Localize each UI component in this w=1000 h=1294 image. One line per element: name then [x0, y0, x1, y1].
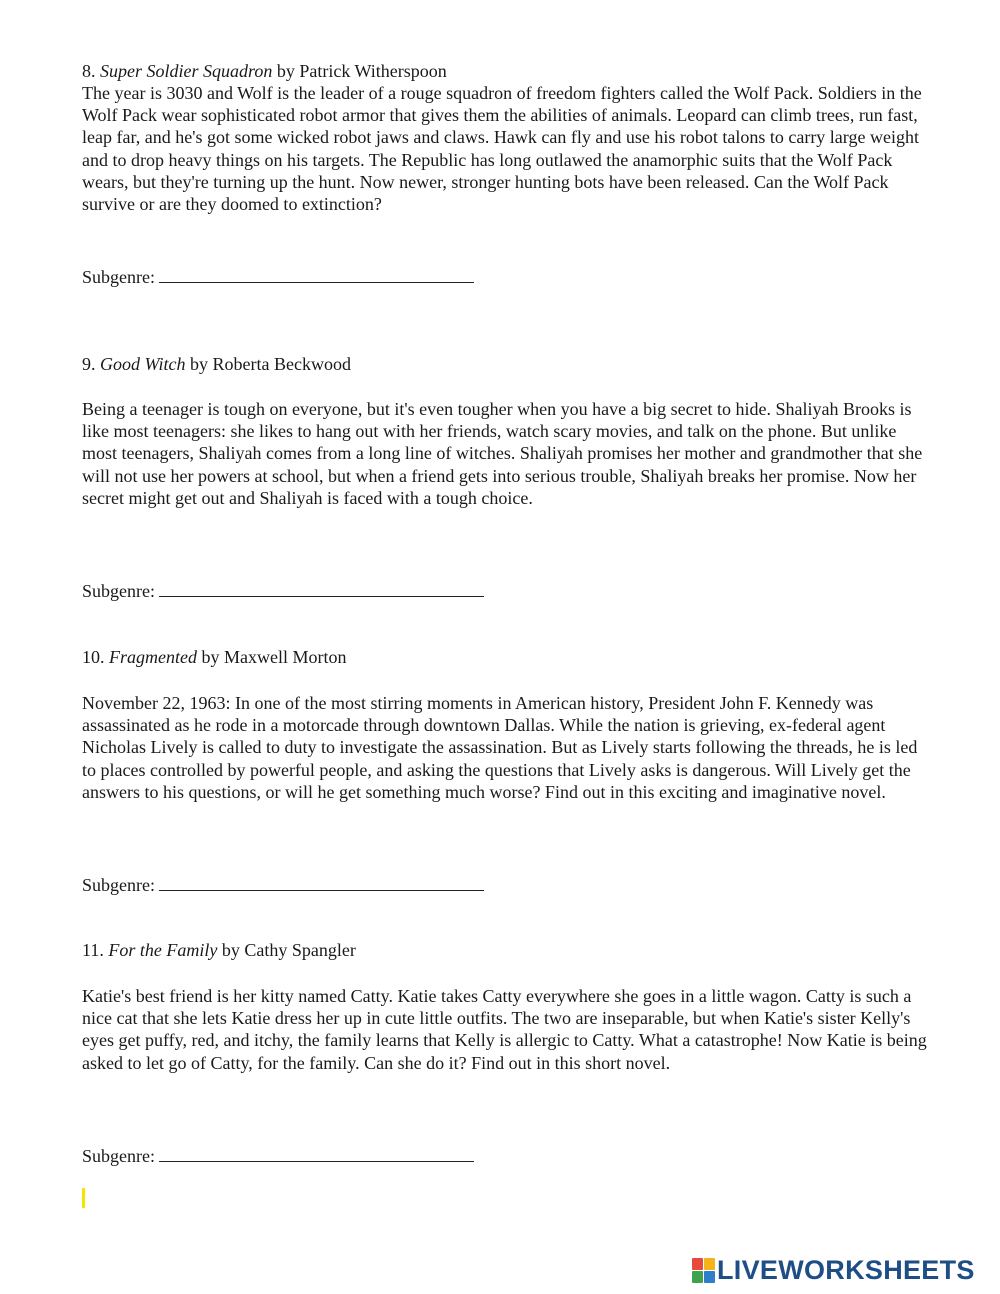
item-11-description: Katie's best friend is her kitty named Catty. Katie takes Catty everywhere she goes in a little wagon. Catty is such a nice cat that she lets Katie dress her up in cute little outfits. The two are inseparable, but when Katie's sister Kelly's eyes get puffy, red, and itchy, the family learns that Kelly is allergic to Catty. What a catastrophe! Now Katie is being asked to let go of Catty, for the family. Can she do it? Find out in this short novel.: [82, 986, 927, 1073]
item-8-subgenre: [82, 264, 474, 288]
book-title: For the Family: [108, 940, 218, 960]
text-cursor-highlight: [82, 1188, 85, 1208]
item-10-subgenre: [82, 872, 484, 896]
subgenre-label: Subgenre:: [82, 267, 155, 287]
subgenre-label: Subgenre:: [82, 875, 155, 895]
item-number: 8.: [82, 61, 96, 81]
subgenre-answer-field[interactable]: [159, 578, 484, 597]
brand-name: LIVEWORKSHEETS: [717, 1255, 975, 1285]
item-9-subgenre: [82, 578, 484, 602]
book-title: Fragmented: [109, 647, 197, 667]
item-8-description: The year is 3030 and Wolf is the leader of a rouge squadron of freedom fighters called the Wolf Pack. Soldiers in the Wolf Pack wear sophisticated robot armor that gives them the abilities of animals. Leopard can climb trees, run fast, leap far, and he's got some wicked robot jaws and claws. Hawk can fly and use his robot talons to carry large weight and to drop heavy things on his targets. The Republic has long outlawed the anamorphic suits that the Wolf Pack wears, but they're turning up the hunt. Now newer, stronger hunting bots have been released. Can the Wolf Pack survive or are they doomed to extinction?: [82, 83, 922, 215]
liveworksheets-logo-icon: [692, 1258, 714, 1282]
book-title: Super Soldier Squadron: [100, 61, 273, 81]
book-byline: by Roberta Beckwood: [190, 354, 351, 374]
item-8-heading: [82, 60, 932, 82]
item-11-subgenre: [82, 1143, 474, 1167]
book-byline: by Cathy Spangler: [221, 940, 356, 960]
item-number: 9.: [82, 354, 96, 374]
item-10-description: November 22, 1963: In one of the most stirring moments in American history, President John F. Kennedy was assassinated as he rode in a motorcade through downtown Dallas. While the nation is grieving, ex-federal agent Nicholas Lively is called to duty to investigate the assassination. But as Lively starts following the threads, he is led to places controlled by powerful people, and asking the questions that Lively asks is dangerous. Will Lively get the answers to his questions, or will he get something much worse? Find out in this exciting and imaginative novel.: [82, 693, 918, 802]
subgenre-label: Subgenre:: [82, 581, 155, 601]
liveworksheets-logo[interactable]: [692, 1256, 975, 1284]
item-9-heading: [82, 353, 932, 375]
subgenre-answer-field[interactable]: [159, 264, 474, 283]
item-9-description: Being a teenager is tough on everyone, but it's even tougher when you have a big secret to hide. Shaliyah Brooks is like most teenagers: she likes to hang out with her friends, watch scary movies, and talk on the phone. But unlike most teenagers, Shaliyah comes from a long line of witches. Shaliyah promises her mother and grandmother that she will not use her powers at school, but when a friend gets into serious trouble, Shaliyah breaks her promise. Now her secret might get out and Shaliyah is faced with a tough choice.: [82, 399, 923, 508]
item-number: 10.: [82, 647, 105, 667]
item-10-heading: [82, 646, 932, 668]
book-byline: by Maxwell Morton: [201, 647, 347, 667]
book-byline: by Patrick Witherspoon: [276, 61, 447, 81]
item-11-heading: [82, 939, 932, 961]
item-number: 11.: [82, 940, 104, 960]
subgenre-label: Subgenre:: [82, 1146, 155, 1166]
subgenre-answer-field[interactable]: [159, 872, 484, 891]
book-title: Good Witch: [100, 354, 186, 374]
subgenre-answer-field[interactable]: [159, 1143, 474, 1162]
